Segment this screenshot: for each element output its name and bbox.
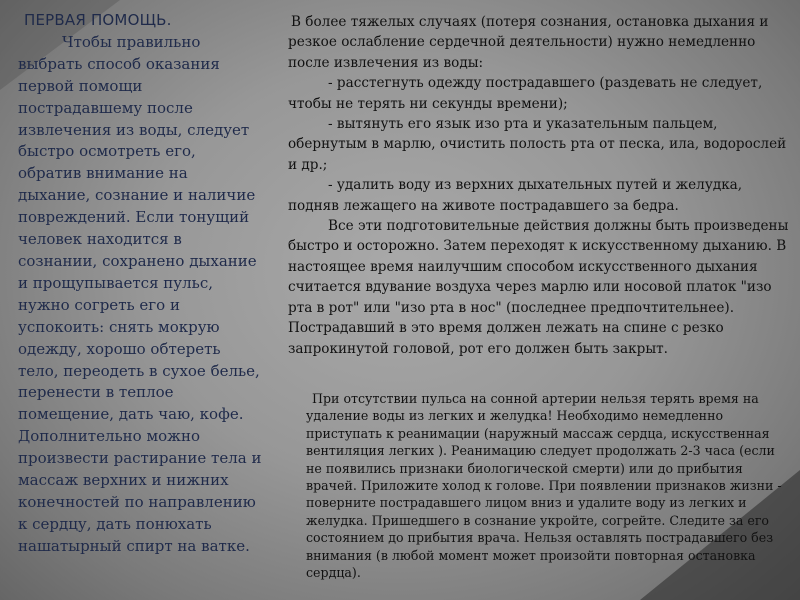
step-item: - вытянуть его язык изо рта и указательным пальцем, обернутым в марлю, очистить полость рта от песка, ила, водорослей и др.; [288, 116, 787, 173]
bottom-text-block [306, 390, 784, 581]
step-item: - расстегнуть одежду пострадавшего (раздевать не следует, чтобы не терять ни секунды времени); [288, 75, 763, 112]
conclusion-paragraph: Все эти подготовительные действия должны быть произведены быстро и осторожно. Затем переходят к искусственному дыханию. В настоящее время наилучшим способом искусственного дыхания считается вдувание воздуха через марлю или носовой платок "изо рта в рот" или "изо рта в нос" (последнее предпочтительнее). Пострадавший в это время должен лежать на спине с резко запрокинутой головой, рот его должен быть закрыт. [288, 218, 789, 357]
left-column [18, 10, 262, 558]
right-column [288, 12, 790, 359]
step-item: - удалить воду из верхних дыхательных путей и желудка, подняв лежащего на животе пострадавшего за бедра. [288, 177, 743, 214]
section-title: ПЕРВАЯ ПОМОЩЬ. [24, 11, 172, 29]
resuscitation-paragraph: При отсутствии пульса на сонной артерии нельзя терять время на удаление воды из легких и желудка! Необходимо немедленно приступать к реанимации (наружный массаж сердца, искусственная вентиляция легких ). Реанимацию следует продолжать 2-3 часа (если не появились признаки биологической смерти) или до прибытия врачей. Приложите холод к голове. При появлении признаков жизни - поверните пострадавшего лицом вниз и удалите воду из легких и желудка. Пришедшего в сознание укройте, согрейте. Следите за его состоянием до прибытия врача. Нельзя оставлять пострадавшего без внимания (в любой момент может произойти повторная остановка сердца). [306, 391, 782, 581]
left-column-body: Чтобы правильно выбрать способ оказания первой помощи пострадавшему после извлечения из воды, следует быстро осмотреть его, обратив внимание на дыхание, сознание и наличие повреждений. Если тонущий человек находится в сознании, сохранено дыхание и прощупывается пульс, нужно согреть его и успокоить: снять мокрую одежду, хорошо обтереть тело, переодеть в сухое белье, перенести в теплое помещение, дать чаю, кофе. Дополнительно можно произвести растирание тела и массаж верхних и нижних конечностей по направлению к сердцу, дать понюхать нашатырный спирт на ватке. [18, 32, 262, 555]
intro-paragraph: В более тяжелых случаях (потеря сознания, остановка дыхания и резкое ослабление сердечной деятельности) нужно немедленно после извлечения из воды: [288, 14, 769, 71]
